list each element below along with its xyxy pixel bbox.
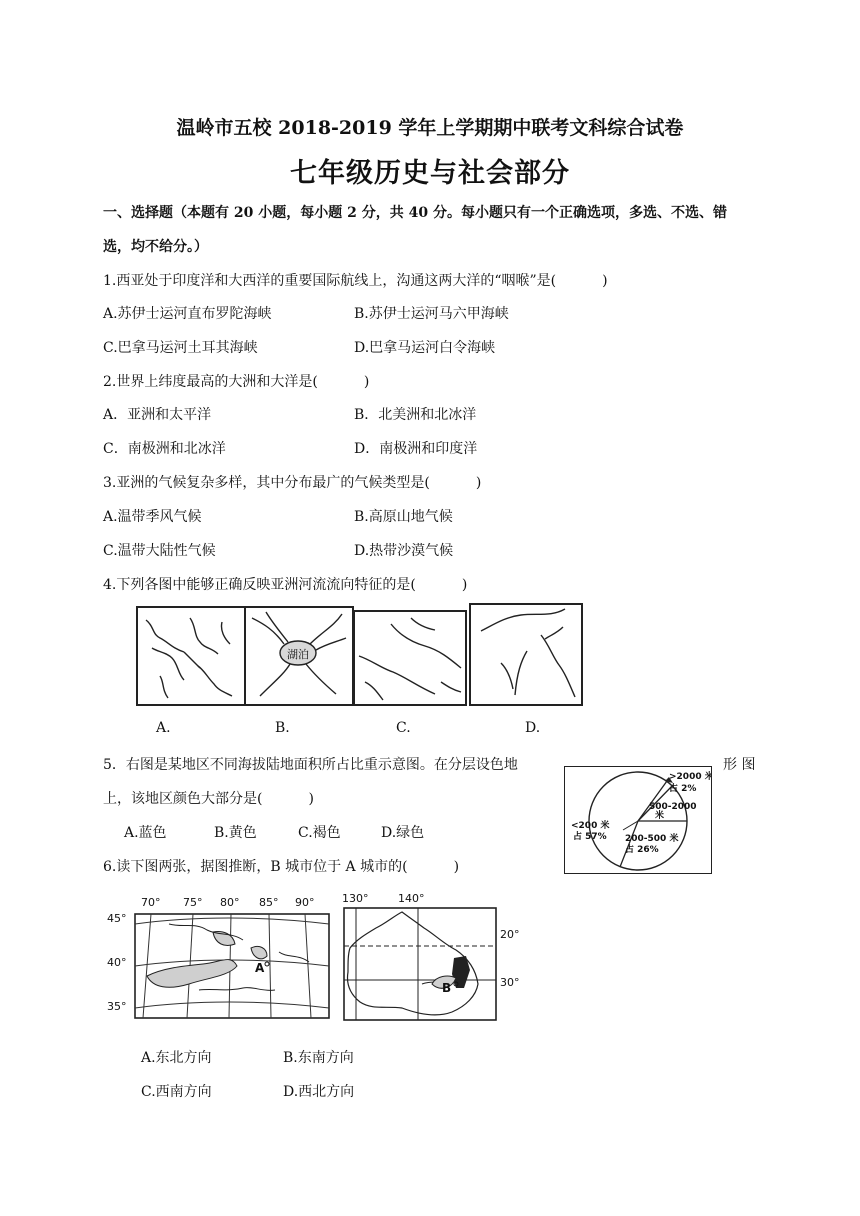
- map-b-svg: [336, 888, 526, 1028]
- q6-option-d[interactable]: D.西北方向: [283, 1084, 355, 1100]
- question-6-text: 6.读下图两张，据图推断，B 城市位于 A 城市的(: [103, 859, 408, 875]
- question-6-stem: [103, 856, 459, 876]
- question-1-paren: ): [602, 273, 608, 289]
- q5-option-d[interactable]: D.绿色: [381, 825, 425, 841]
- elevation-pie-svg: [565, 767, 711, 873]
- pie-label-s1-b: 占 2%: [669, 784, 697, 794]
- river-map-d: [469, 603, 583, 706]
- river-map-a: [136, 606, 246, 706]
- map1-lon-85: 85°: [259, 896, 279, 909]
- q1-option-d[interactable]: D.巴拿马运河白令海峡: [354, 340, 496, 356]
- pie-label-s4-b: 占 57%: [573, 832, 607, 842]
- question-3-paren: ): [475, 475, 482, 491]
- map2-lat-20: 20°: [500, 928, 520, 941]
- q3-option-c[interactable]: C.温带大陆性气候: [103, 543, 216, 559]
- map-a-city: [103, 892, 335, 1022]
- q3-option-b[interactable]: B.高原山地气候: [354, 509, 453, 525]
- exam-subtitle: 七年级历史与社会部分: [290, 158, 570, 189]
- river-map-b-drawing: [246, 608, 352, 704]
- question-4-text: 4.下列各图中能够正确反映亚洲河流流向特征的是(: [103, 577, 416, 593]
- map1-lon-80: 80°: [220, 896, 240, 909]
- river-map-a-drawing: [138, 608, 244, 704]
- q1-option-b[interactable]: B.苏伊士运河马六甲海峡: [354, 306, 509, 322]
- question-5-stem-b: 形 图: [723, 757, 756, 773]
- map1-lat-35: 35°: [107, 1000, 127, 1013]
- question-5-paren: ): [308, 791, 314, 807]
- pie-label-s1-a: >2000 米: [669, 772, 711, 782]
- question-5-text: 上，该地区颜色大部分是(: [103, 791, 263, 807]
- map2-lon-140: 140°: [398, 892, 425, 905]
- question-5-stem-a: 5．右图是某地区不同海拔陆地面积所占比重示意图。在分层设色地: [103, 757, 518, 773]
- map1-lat-45: 45°: [107, 912, 127, 925]
- river-map-d-drawing: [471, 605, 581, 704]
- q6-option-a[interactable]: A.东北方向: [141, 1050, 212, 1066]
- q6-option-b[interactable]: B.东南方向: [283, 1050, 354, 1066]
- q3-option-a[interactable]: A.温带季风气候: [103, 509, 202, 525]
- pie-label-s4-a: <200 米: [571, 821, 610, 831]
- lake-label: 湖泊: [287, 648, 309, 661]
- question-3-stem: [103, 472, 481, 492]
- map2-lat-30: 30°: [500, 976, 520, 989]
- map1-lat-40: 40°: [107, 956, 127, 969]
- q1-option-a[interactable]: A.苏伊士运河直布罗陀海峡: [103, 306, 272, 322]
- question-2-text: 2.世界上纬度最高的大洲和大洋是(: [103, 374, 318, 390]
- pie-label-s3-a: 200-500 米: [625, 834, 679, 844]
- map1-lon-70: 70°: [141, 896, 161, 909]
- pie-label-s3-b: 占 26%: [625, 845, 659, 855]
- question-1-text: 1.西亚处于印度洋和大西洋的重要国际航线上，沟通这两大洋的“咽喉”是(: [103, 273, 557, 289]
- map-label-b[interactable]: B.: [275, 720, 290, 736]
- question-4-paren: ): [461, 577, 468, 593]
- river-map-b: [244, 606, 354, 706]
- question-4-stem: [103, 574, 467, 594]
- map-label-d[interactable]: D.: [525, 720, 541, 736]
- map1-lon-90: 90°: [295, 896, 315, 909]
- pie-label-s2-a: 500-2000: [649, 802, 697, 812]
- q5-option-a[interactable]: A.蓝色: [124, 825, 167, 841]
- elevation-pie-diagram: [564, 766, 712, 874]
- map1-lon-75: 75°: [183, 896, 203, 909]
- question-6-paren: ): [453, 859, 460, 875]
- question-2-paren: ): [363, 374, 370, 390]
- map1-city-a: A: [255, 961, 265, 975]
- map-label-a[interactable]: A.: [156, 720, 171, 736]
- question-5-stem-c: [103, 788, 314, 808]
- q2-option-c[interactable]: C．南极洲和北冰洋: [103, 441, 226, 457]
- q2-option-b[interactable]: B．北美洲和北冰洋: [354, 407, 477, 423]
- q1-option-c[interactable]: C.巴拿马运河土耳其海峡: [103, 340, 258, 356]
- map-b-city: [336, 888, 526, 1028]
- river-map-c: [353, 610, 467, 706]
- section-heading-line2: 选，均不给分。）: [103, 239, 208, 255]
- map2-city-b: B: [442, 981, 452, 995]
- exam-title: 温岭市五校 2018-2019 学年上学期期中联考文科综合试卷: [176, 117, 684, 139]
- question-1-stem: [103, 270, 608, 290]
- pie-label-s2-b: 米: [655, 811, 665, 821]
- q2-option-a[interactable]: A．亚洲和太平洋: [103, 407, 212, 423]
- section-heading-line1: 一、选择题（本题有 20 小题，每小题 2 分，共 40 分。每小题只有一个正确选项，多选、不选、错: [103, 205, 727, 221]
- q5-option-c[interactable]: C.褐色: [298, 825, 341, 841]
- question-2-stem: [103, 371, 369, 391]
- q3-option-d[interactable]: D.热带沙漠气候: [354, 543, 454, 559]
- q5-option-b[interactable]: B.黄色: [214, 825, 257, 841]
- q2-option-d[interactable]: D．南极洲和印度洋: [354, 441, 478, 457]
- q6-option-c[interactable]: C.西南方向: [141, 1084, 212, 1100]
- map-label-c[interactable]: C.: [396, 720, 411, 736]
- map-a-svg: [103, 892, 335, 1022]
- map2-lon-130: 130°: [342, 892, 369, 905]
- river-map-c-drawing: [355, 612, 465, 704]
- question-3-text: 3.亚洲的气候复杂多样，其中分布最广的气候类型是(: [103, 475, 430, 491]
